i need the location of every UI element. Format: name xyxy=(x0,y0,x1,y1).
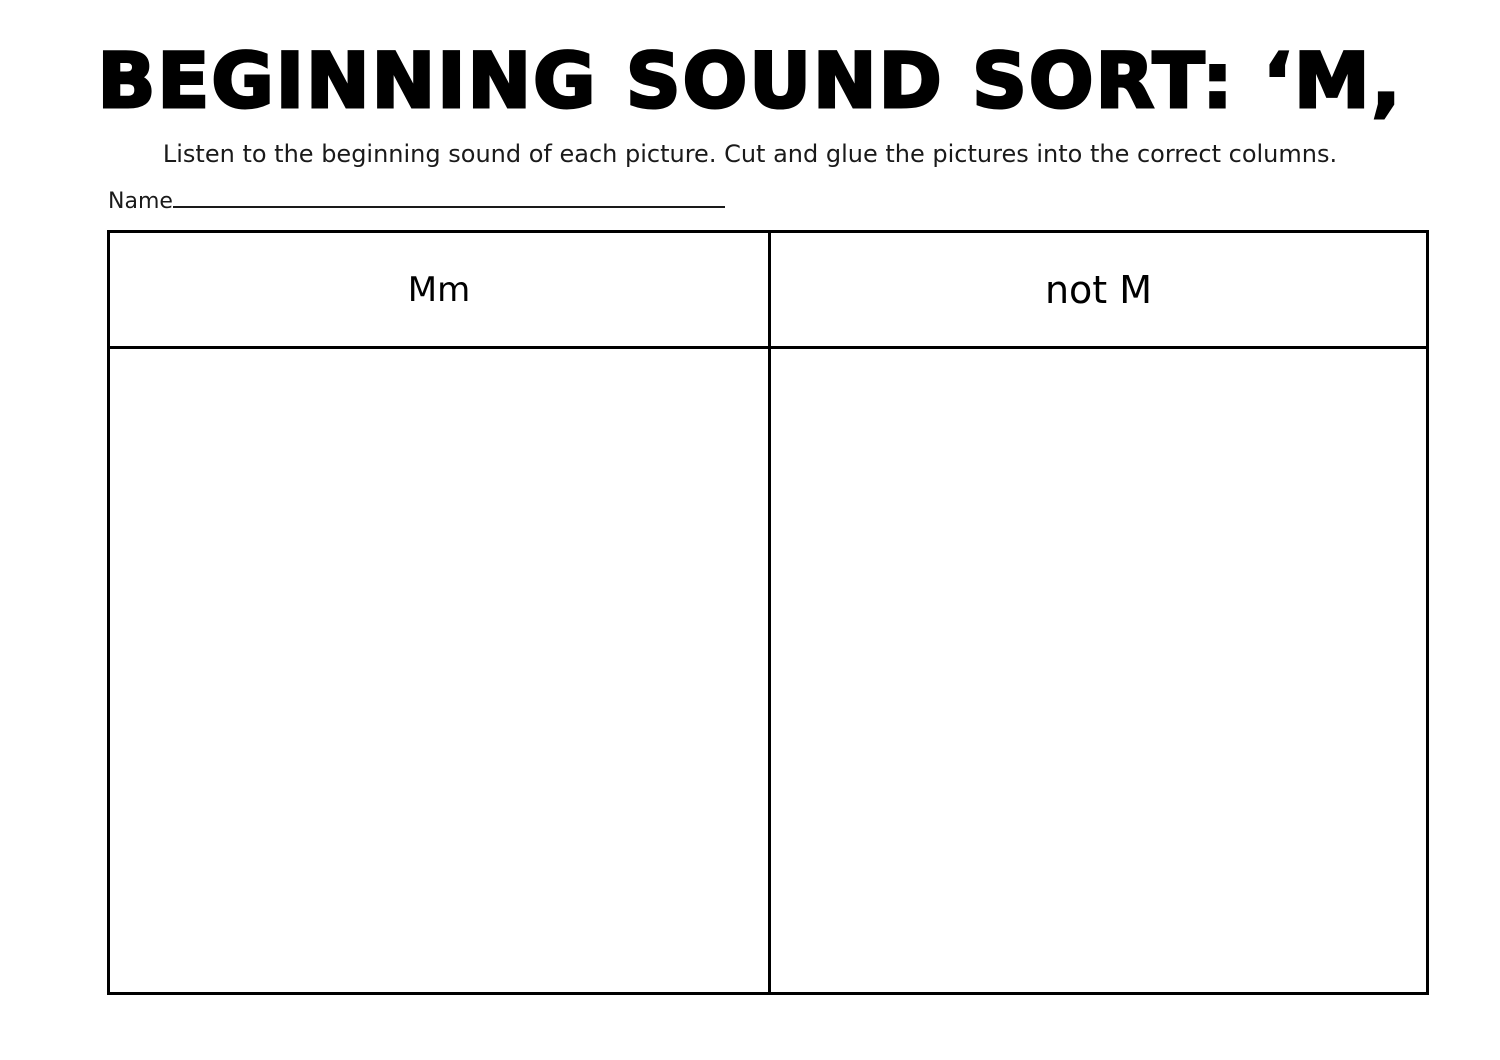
column-header-m: Mm xyxy=(407,269,471,310)
worksheet-title: BEGINNING SOUND SORT: ‘M, xyxy=(97,36,1403,125)
instructions-text: Listen to the beginning sound of each picture. Cut and glue the pictures into the correct columns. xyxy=(162,140,1338,168)
drop-zone-not-m[interactable] xyxy=(771,349,1426,992)
column-header-not-m: not M xyxy=(1044,267,1153,312)
name-blank-line[interactable] xyxy=(173,184,725,208)
name-field[interactable] xyxy=(108,184,725,219)
drop-zone-m[interactable] xyxy=(110,349,768,992)
name-label: Name xyxy=(108,189,173,214)
sort-table xyxy=(107,230,1429,995)
